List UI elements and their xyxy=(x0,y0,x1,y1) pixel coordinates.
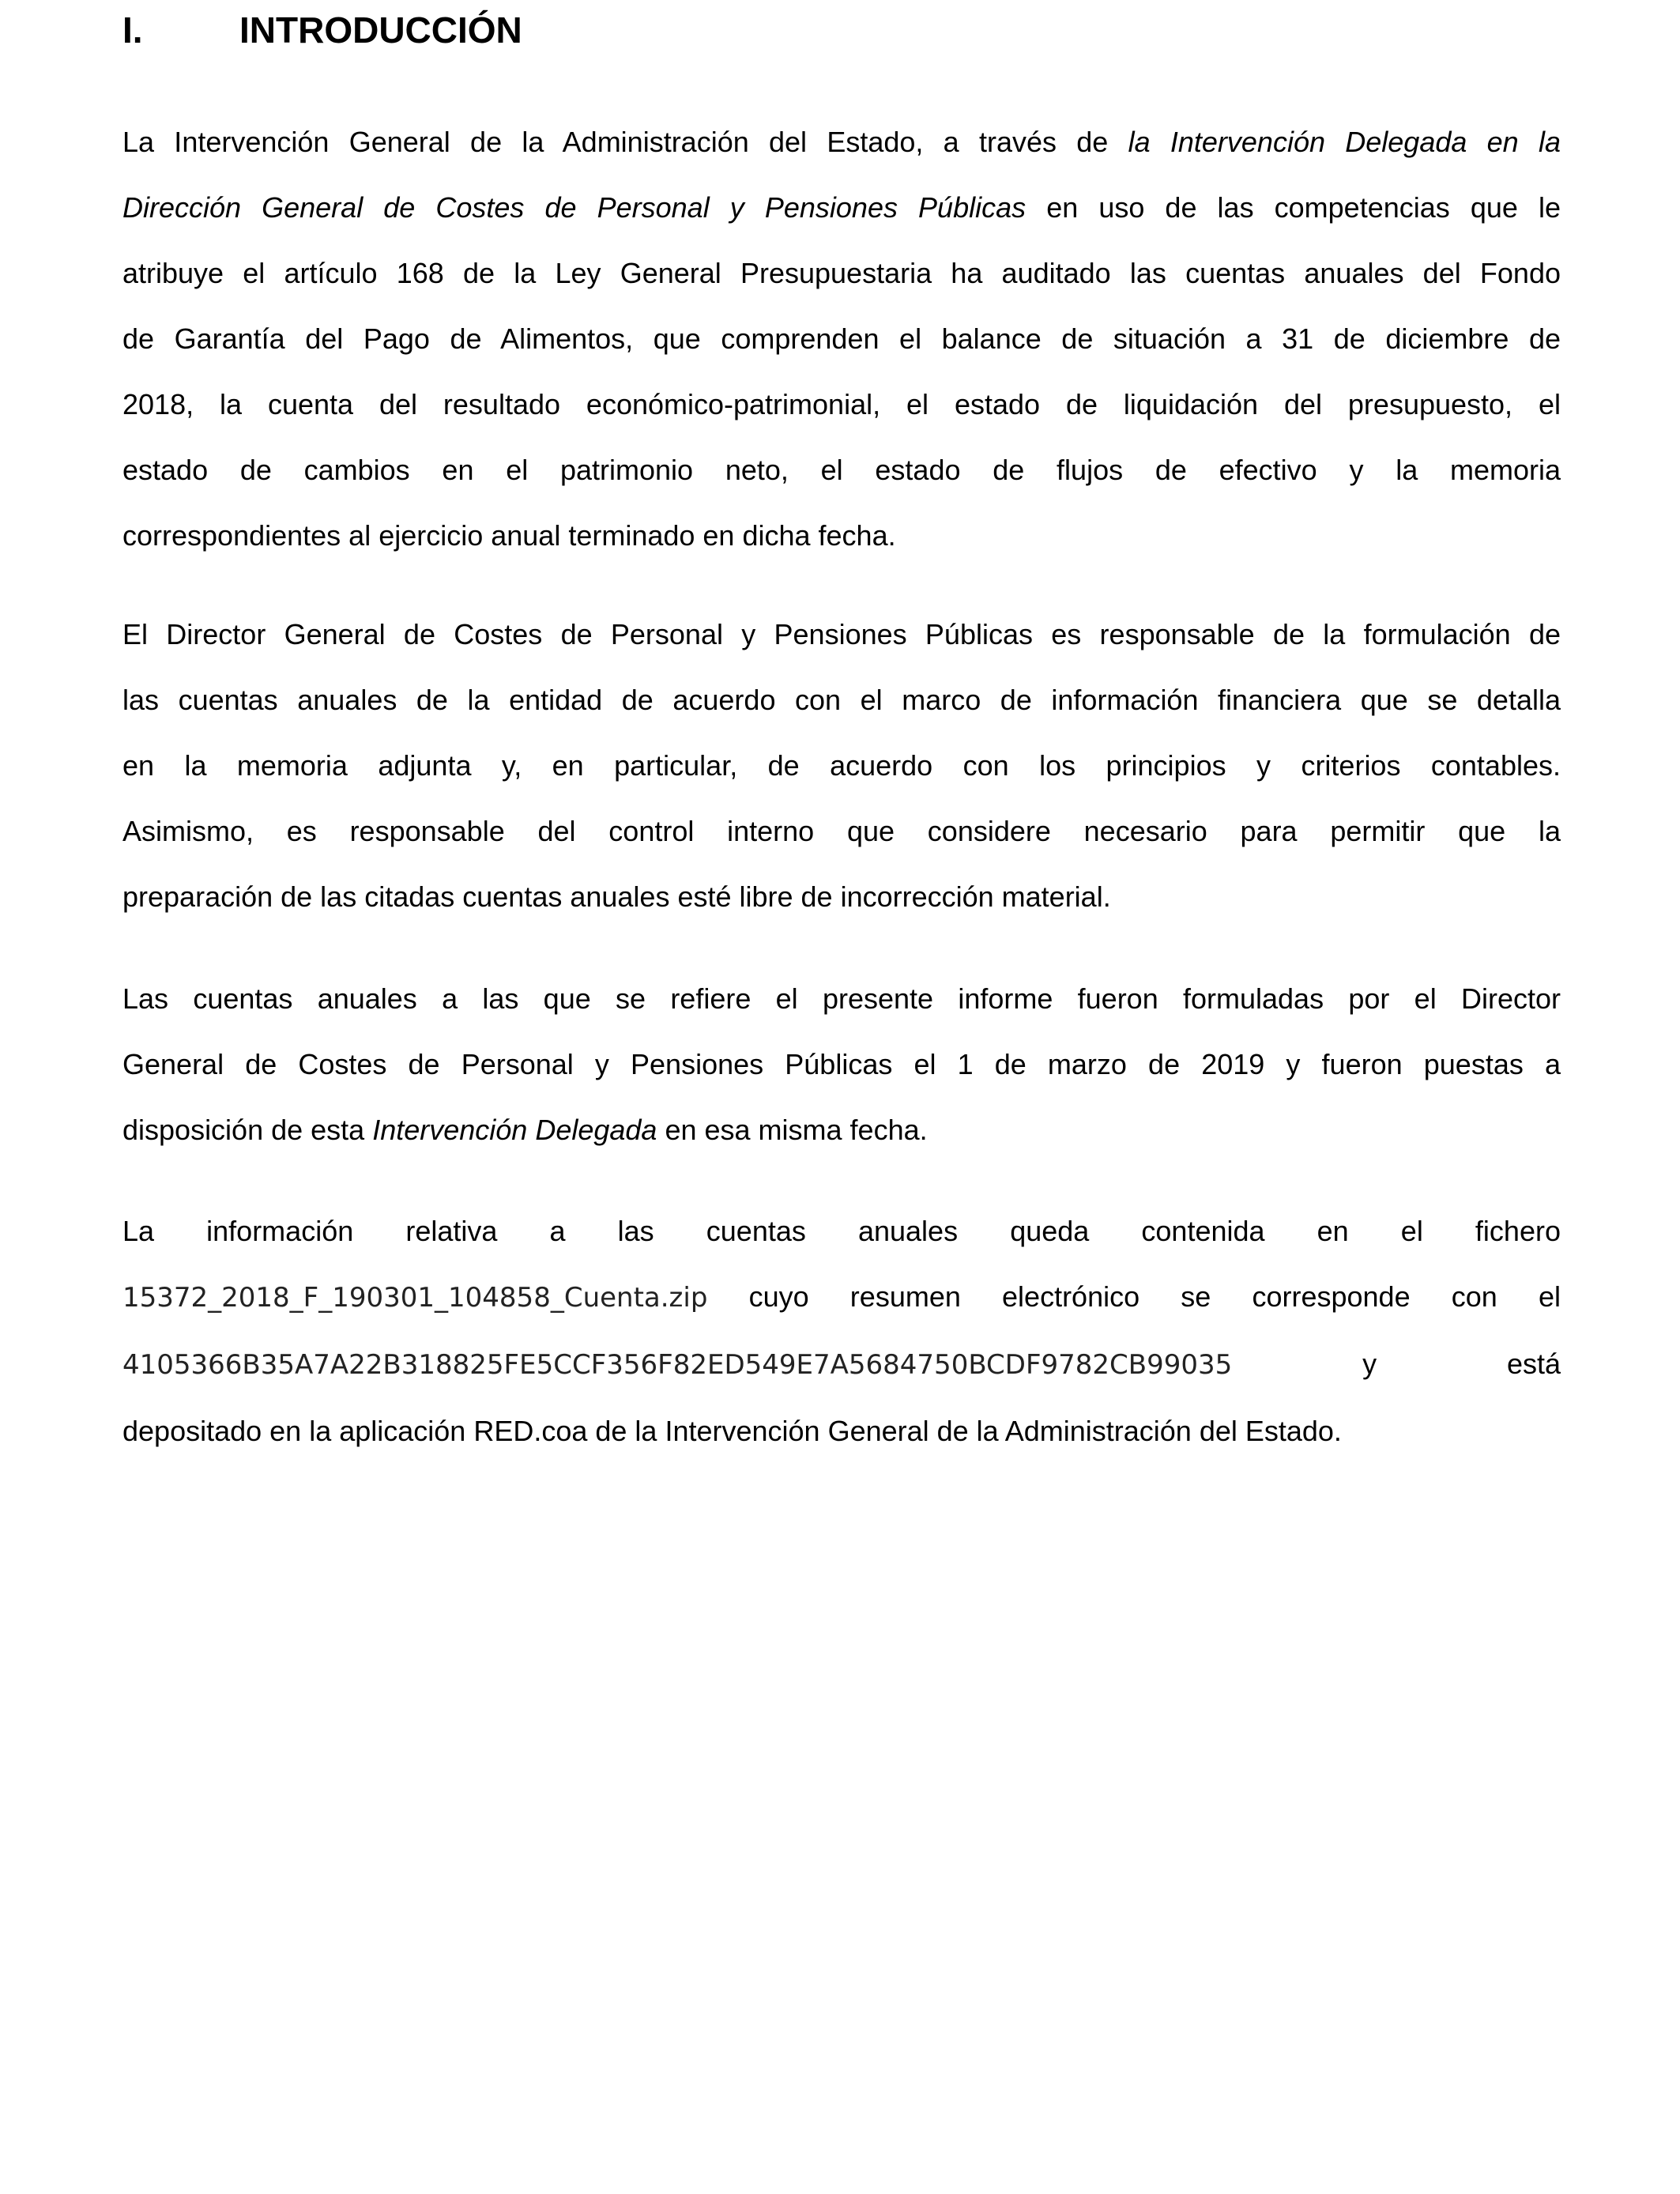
section-title: INTRODUCCIÓN xyxy=(239,9,522,51)
paragraph-line: Asimismo, es responsable del control interno que considere necesario para permitir que la xyxy=(122,815,1561,847)
paragraph-line: depositado en la aplicación RED.coa de la Intervención General de la Administración del Estado. xyxy=(122,1415,1342,1447)
paragraph-responsibility xyxy=(122,601,1561,929)
paragraph-line xyxy=(122,1097,1561,1163)
paragraph-line: Las cuentas anuales a las que se refiere el presente informe fueron formuladas por el Director xyxy=(122,982,1561,1015)
file-name: 15372_2018_F_190301_104858_Cuenta.zip xyxy=(122,1282,708,1314)
italic-text-run: Dirección General de Costes de Personal y Pensiones Públicas xyxy=(122,191,1026,224)
text-run: cuyo resumen electrónico se corresponde con el xyxy=(707,1280,1561,1313)
paragraph-line: en la memoria adjunta y, en particular, de acuerdo con los principios y criterios contables. xyxy=(122,749,1561,782)
text-run: y está xyxy=(1362,1348,1561,1380)
paragraph-line xyxy=(122,1331,1561,1398)
paragraph-line: de Garantía del Pago de Alimentos, que comprenden el balance de situación a 31 de diciembre de xyxy=(122,322,1561,355)
paragraph-file-info xyxy=(122,1198,1561,1464)
text-run: disposición de esta xyxy=(122,1114,373,1146)
italic-text-run: la Intervención Delegada en la xyxy=(1128,126,1561,158)
paragraph-line: El Director General de Costes de Personal y Pensiones Públicas es responsable de la formulación de xyxy=(122,618,1561,650)
paragraph-line xyxy=(122,109,1561,175)
paragraph-line: correspondientes al ejercicio anual terminado en dicha fecha. xyxy=(122,519,896,552)
section-number: I. xyxy=(122,9,143,51)
paragraph-line: preparación de las citadas cuentas anuales esté libre de incorrección material. xyxy=(122,880,1111,913)
paragraph-line: General de Costes de Personal y Pensiones Públicas el 1 de marzo de 2019 y fueron puestas a xyxy=(122,1048,1561,1080)
file-hash: 4105366B35A7A22B318825FE5CCF356F82ED549E7A5684750BCDF9782CB99035 xyxy=(122,1349,1233,1381)
paragraph-line xyxy=(122,1264,1561,1331)
section-heading xyxy=(122,6,522,54)
paragraph-line: atribuye el artículo 168 de la Ley General Presupuestaria ha auditado las cuentas anuales del Fondo xyxy=(122,257,1561,289)
paragraph-line: La información relativa a las cuentas anuales queda contenida en el fichero xyxy=(122,1215,1561,1247)
paragraph-line: estado de cambios en el patrimonio neto, el estado de flujos de efectivo y la memoria xyxy=(122,454,1561,486)
paragraph-line xyxy=(122,175,1561,240)
paragraph-formulation xyxy=(122,966,1561,1163)
text-run: en esa misma fecha. xyxy=(657,1114,928,1146)
text-run: en uso de las competencias que le xyxy=(1026,191,1561,224)
italic-text-run: Intervención Delegada xyxy=(372,1114,657,1146)
text-run: La Intervención General de la Administración del Estado, a través de xyxy=(122,126,1128,158)
paragraph-line: 2018, la cuenta del resultado económico-patrimonial, el estado de liquidación del presupuesto, el xyxy=(122,388,1561,420)
paragraph-intro xyxy=(122,109,1561,568)
paragraph-line: las cuentas anuales de la entidad de acuerdo con el marco de información financiera que se detalla xyxy=(122,684,1561,716)
